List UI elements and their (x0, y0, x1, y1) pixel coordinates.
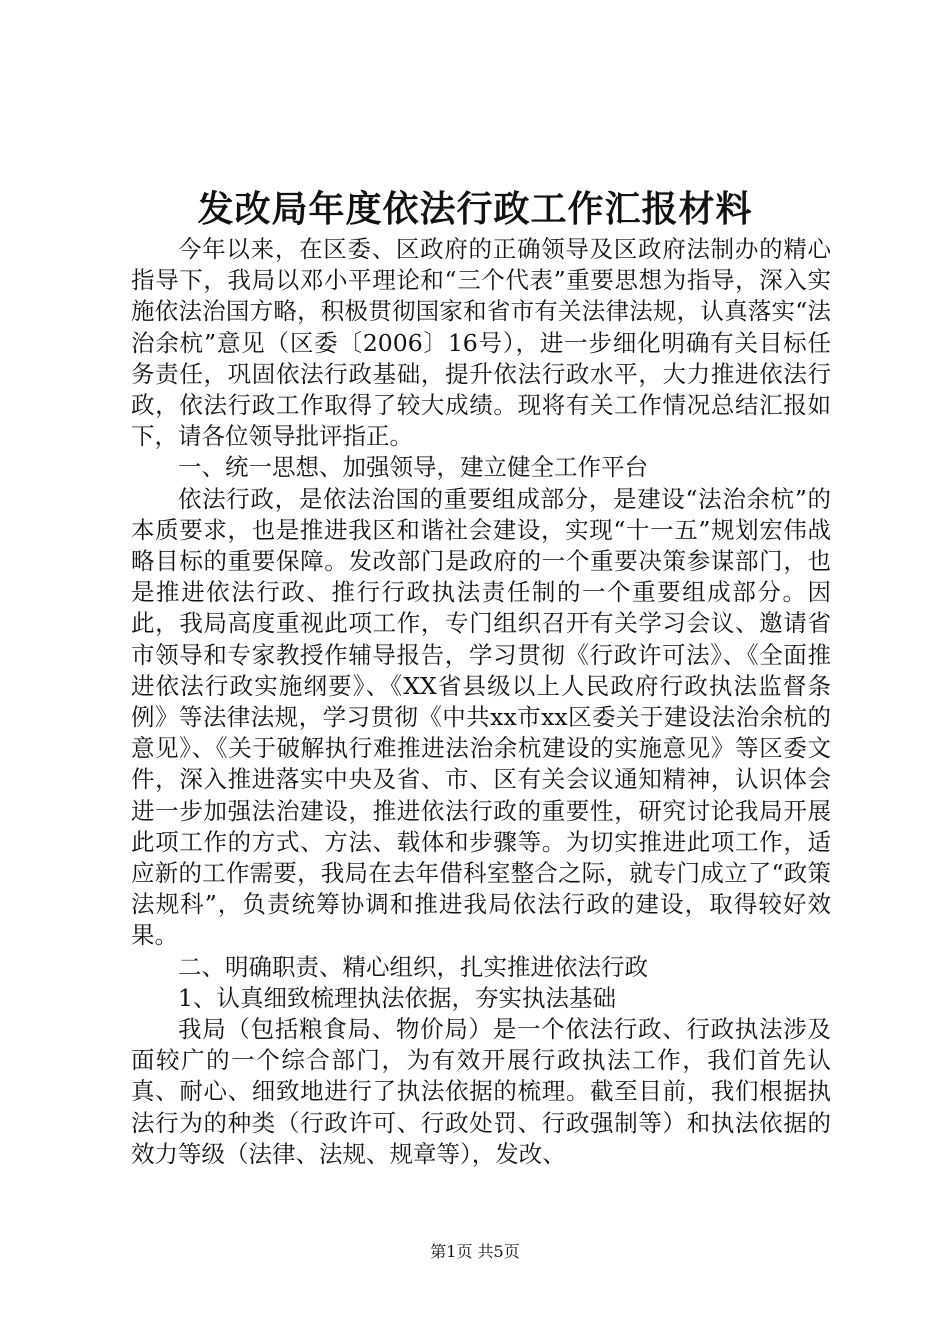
paragraph-intro: 今年以来，在区委、区政府的正确领导及区政府法制办的精心指导下，我局以邓小平理论和“三个代表”重要思想为指导，深入实施依法治国方略，积极贯彻国家和省市有关法律法规，认真落实“法治余杭”意见（区委〔2006〕16号），进一步细化明确有关目标任务责任，巩固依法行政基础，提升依法行政水平，大力推进依法行政，依法行政工作取得了较大成绩。现将有关工作情况总结汇报如下，请各位领导批评指正。 (131, 235, 831, 451)
document-title: 发改局年度依法行政工作汇报材料 (197, 188, 753, 230)
section-heading-1: 一、统一思想、加强领导，建立健全工作平台 (178, 453, 648, 482)
paragraph-subsection-2-1: 我局（包括粮食局、物价局）是一个依法行政、行政执法涉及面较广的一个综合部门，为有效开展行政执法工作，我们首先认真、耐心、细致地进行了执法依据的梳理。截至目前，我们根据执法行为的种类（行政许可、行政处罚、行政强制等）和执法依据的效力等级（法律、法规、规章等），发改、 (131, 1015, 831, 1168)
paragraph-section-1: 依法行政，是依法治国的重要组成部分，是建设“法治余杭”的本质要求，也是推进我区和谐社会建设，实现“十一五”规划宏伟战略目标的重要保障。发改部门是政府的一个重要决策参谋部门，也是推进依法行政、推行行政执法责任制的一个重要组成部分。因此，我局高度重视此项工作，专门组织召开有关学习会议、邀请省市领导和专家教授作辅导报告，学习贯彻《行政许可法》、《全面推进依法行政实施纲要》、《XX省县级以上人民政府行政执法监督条例》等法律法规，学习贯彻《中共xx市xx区委关于建设法治余杭的意见》、《关于破解执行难推进法治余杭建设的实施意见》等区委文件，深入推进落实中央及省、市、区有关会议通知精神，认识体会进一步加强法治建设，推进依法行政的重要性，研究讨论我局开展此项工作的方式、方法、载体和步骤等。为切实推进此项工作，适应新的工作需要，我局在去年借科室整合之际，就专门成立了“政策法规科”，负责统筹协调和推进我局依法行政的建设，取得较好效果。 (131, 484, 831, 950)
document-body (131, 234, 831, 1170)
page-number-footer: 第1页 共5页 (430, 1242, 520, 1261)
subsection-heading-2-1: 1、认真细致梳理执法依据，夯实执法基础 (178, 983, 616, 1012)
section-heading-2: 二、明确职责、精心组织，扎实推进依法行政 (178, 952, 648, 981)
